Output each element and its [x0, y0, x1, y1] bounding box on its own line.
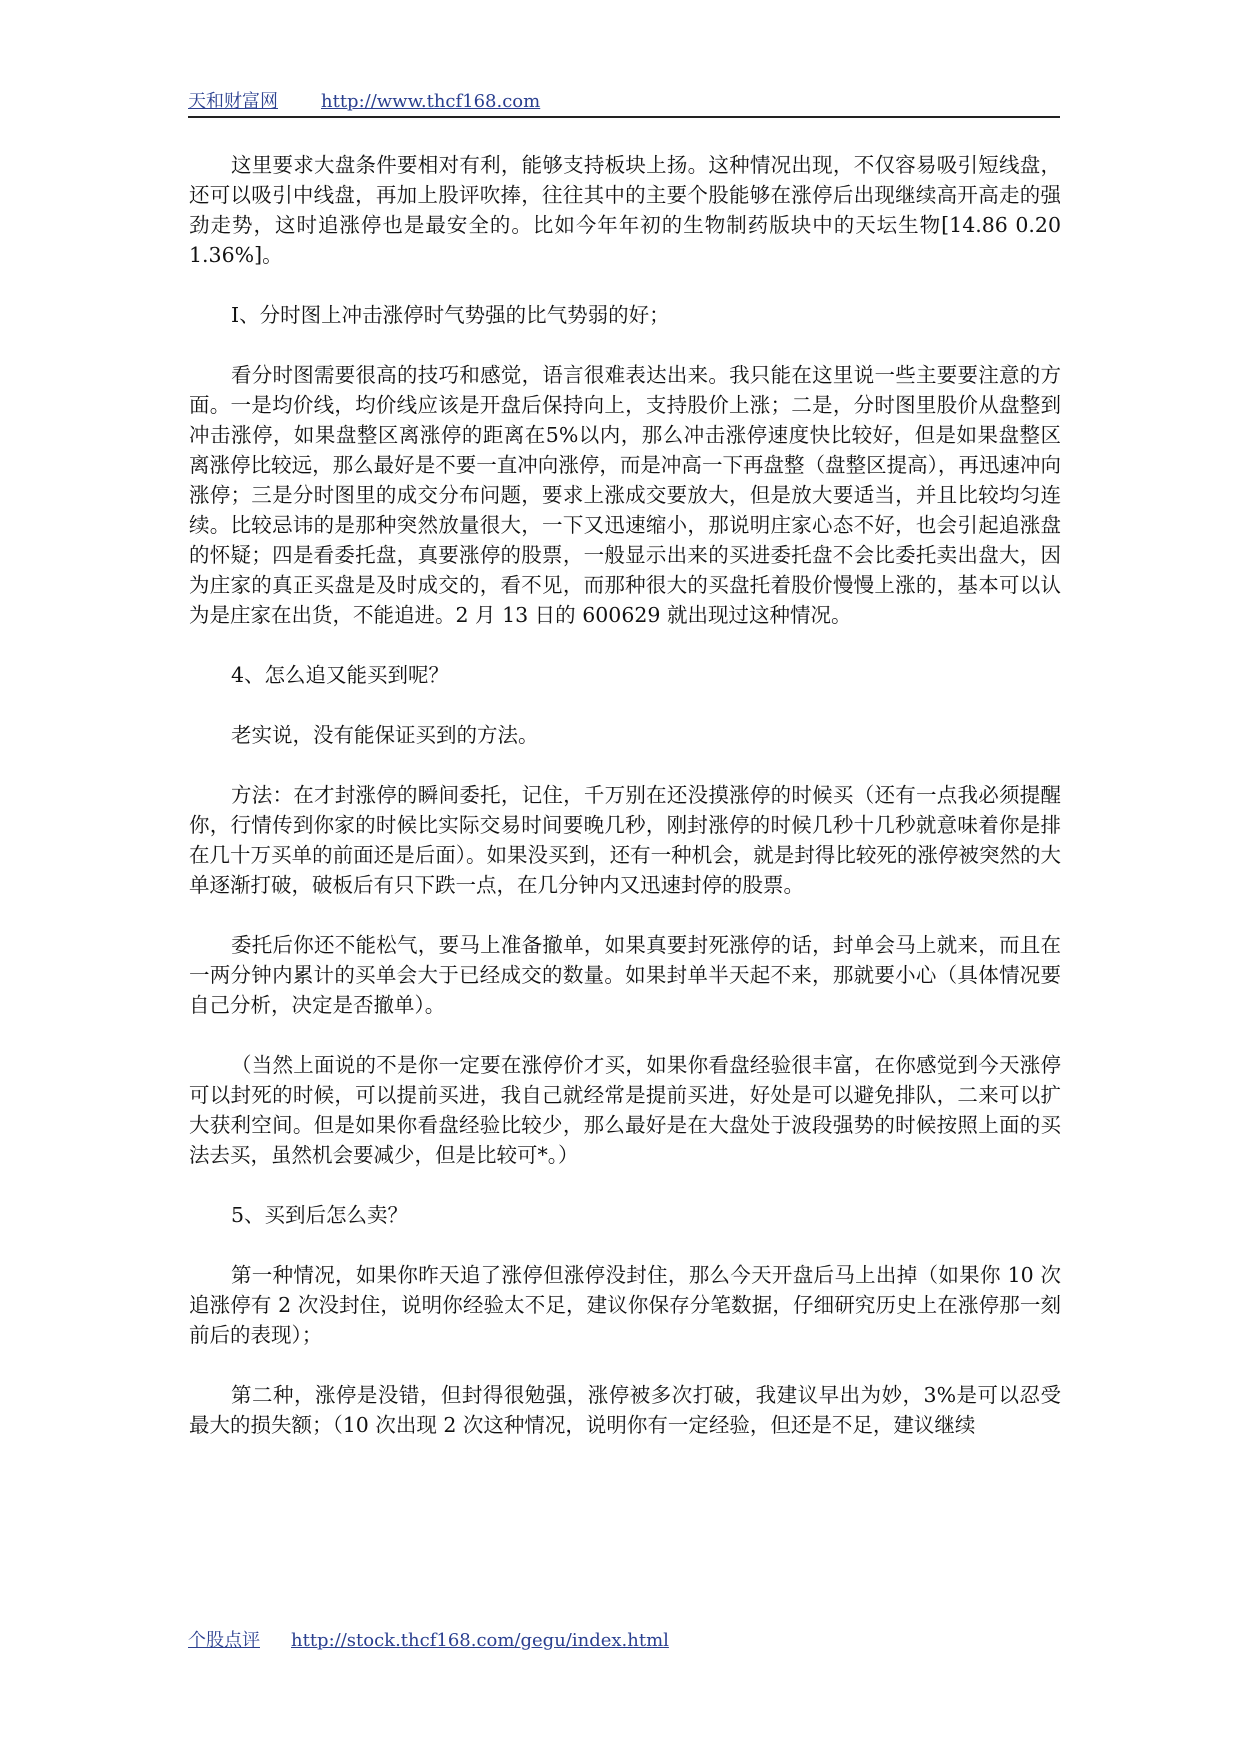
- paragraph-case-one: 第一种情况，如果你昨天追了涨停但涨停没封住，那么今天开盘后马上出掉（如果你 10 次追涨停有 2 次没封住，说明你经验太不足，建议你保存分笔数据，仔细研究历史上在涨停那一刻前后的表现）；: [189, 1263, 1061, 1347]
- section-heading-4: 4、怎么追又能买到呢？: [231, 663, 450, 687]
- paragraph-note: （当然上面说的不是你一定要在涨停价才买，如果你看盘经验很丰富，在你感觉到今天涨停可以封死的时候，可以提前买进，我自己就经常是提前买进，好处是可以避免排队，二来可以扩大获利空间。但是如果你看盘经验比较少，那么最好是在大盘处于波段强势的时候按照上面的买法去买，虽然机会要减少，但是比较可*。）: [189, 1053, 1061, 1167]
- paragraph-after-order: 委托后你还不能松气，要马上准备撤单，如果真要封死涨停的话，封单会马上就来，而且在一两分钟内累计的买单会大于已经成交的数量。如果封单半天起不来，那就要小心（具体情况要自己分析，决定是否撤单）。: [189, 933, 1061, 1017]
- footer-url-link[interactable]: http://stock.thcf168.com/gegu/index.html: [291, 1630, 669, 1651]
- site-name-link[interactable]: 天和财富网: [188, 91, 278, 112]
- page-header: [188, 88, 1060, 118]
- site-url-link[interactable]: http://www.thcf168.com: [321, 91, 541, 112]
- section-heading-i: I、分时图上冲击涨停时气势强的比气势弱的好；: [231, 303, 670, 327]
- paragraph-timeshare-chart: 看分时图需要很高的技巧和感觉，语言很难表达出来。我只能在这里说一些主要要注意的方面。一是均价线，均价线应该是开盘后保持向上，支持股价上涨；二是，分时图里股价从盘整到冲击涨停，如果盘整区离涨停的距离在5%以内，那么冲击涨停速度快比较好，但是如果盘整区离涨停比较远，那么最好是不要一直冲向涨停，而是冲高一下再盘整（盘整区提高），再迅速冲向涨停；三是分时图里的成交分布问题，要求上涨成交要放大，但是放大要适当，并且比较均匀连续。比较忌讳的是那种突然放量很大，一下又迅速缩小，那说明庄家心态不好，也会引起追涨盘的怀疑；四是看委托盘，真要涨停的股票，一般显示出来的买进委托盘不会比委托卖出盘大，因为庄家的真正买盘是及时成交的，看不见，而那种很大的买盘托着股价慢慢上涨的，基本可以认为是庄家在出货，不能追进。2 月 13 日的 600629 就出现过这种情况。: [189, 363, 1061, 627]
- article-body: [189, 150, 1061, 1470]
- paragraph-intro: 这里要求大盘条件要相对有利，能够支持板块上扬。这种情况出现，不仅容易吸引短线盘，还可以吸引中线盘，再加上股评吹捧，往往其中的主要个股能够在涨停后出现继续高开高走的强劲走势，这时追涨停也是最安全的。比如今年年初的生物制药版块中的天坛生物[14.86 0.20 1.36%]。: [189, 153, 1061, 267]
- section-heading-5: 5、买到后怎么卖？: [231, 1203, 409, 1227]
- page-footer: [188, 1627, 1060, 1655]
- paragraph-method: 方法：在才封涨停的瞬间委托，记住，千万别在还没摸涨停的时候买（还有一点我必须提醒你，行情传到你家的时候比实际交易时间要晚几秒，刚封涨停的时候几秒十几秒就意味着你是排在几十万买单的前面还是后面）。如果没买到，还有一种机会，就是封得比较死的涨停被突然的大单逐渐打破，破板后有只下跌一点，在几分钟内又迅速封停的股票。: [189, 783, 1061, 897]
- paragraph-case-two: 第二种，涨停是没错，但封得很勉强，涨停被多次打破，我建议早出为妙，3%是可以忍受最大的损失额；（10 次出现 2 次这种情况，说明你有一定经验，但还是不足，建议继续: [189, 1383, 1061, 1437]
- paragraph-honestly: 老实说，没有能保证买到的方法。: [231, 723, 539, 747]
- footer-label-link[interactable]: 个股点评: [188, 1630, 260, 1651]
